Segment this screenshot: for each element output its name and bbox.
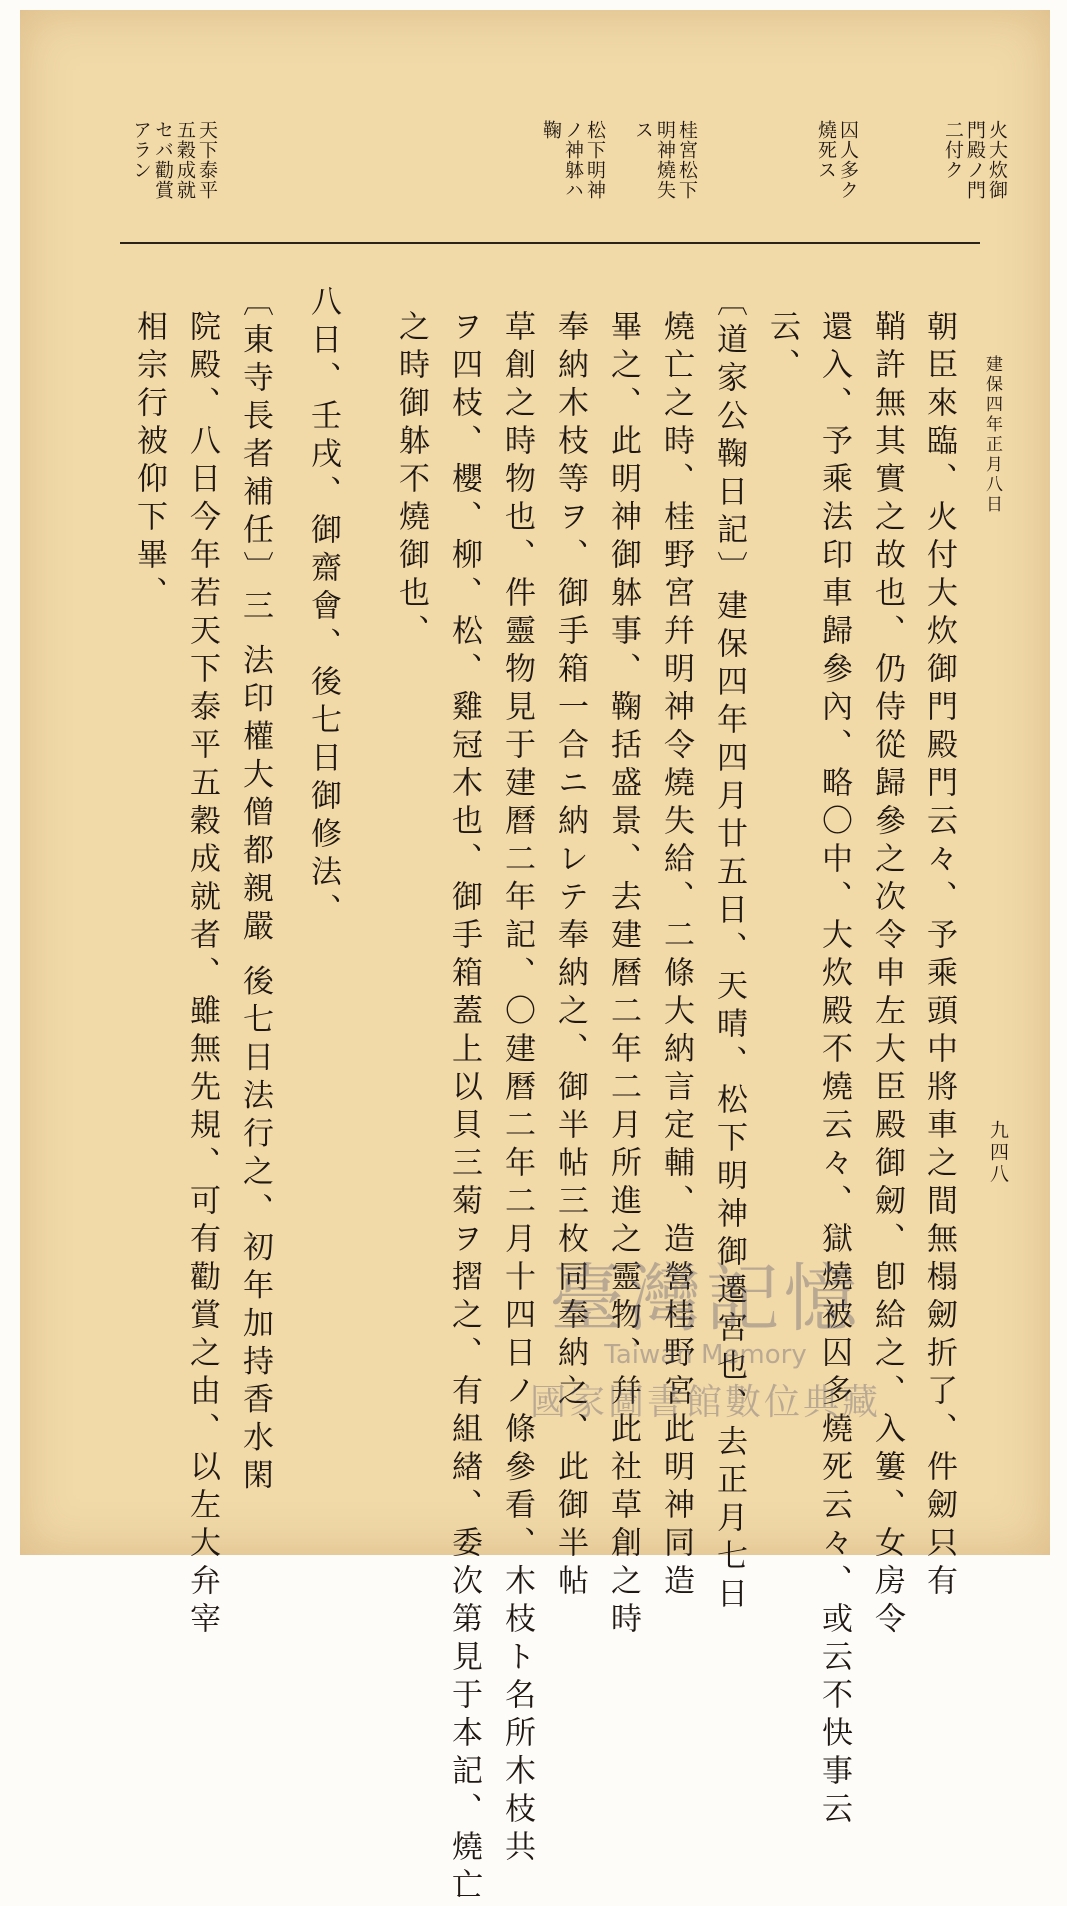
side-note: 桂宮松下 明神燒失 ス <box>632 120 698 200</box>
side-note: 火大炊御 門殿ノ門 二付ク <box>942 120 1008 200</box>
text-column: 朝臣來臨、火付大炊御門殿門云々、予乘頭中將車之間無榻劒折了、件劒只有 <box>921 310 957 1602</box>
divider-rule <box>120 242 980 244</box>
side-note: 囚人多ク 燒死ス <box>815 120 859 200</box>
text-column: 燒亡之時、桂野宮幷明神令燒失給、二條大納言定輔、造營桂野宮此明神同造 <box>658 310 694 1602</box>
running-head: 建保四年正月八日 <box>982 355 1002 515</box>
text-column: 畢之、此明神御躰事、鞠括盛景、去建曆二年二月所進之靈物、幷此社草創之時 <box>605 310 641 1640</box>
text-column: 八日、壬戌、御齋會、後七日御修法、 <box>305 285 341 931</box>
text-column: 之時御躰不燒御也、 <box>393 310 429 652</box>
page-number: 九四八 <box>987 1120 1009 1186</box>
text-column: 〔東寺長者補任〕三 法印權大僧都親嚴 後七日法行之、初年加持香水閑 <box>237 285 273 1497</box>
watermark-script: 臺灣記憶 <box>549 1256 862 1342</box>
book-page <box>20 10 1050 1906</box>
text-column: 鞘許無其實之故也、仍侍從歸參之次令申左大臣殿御劒、卽給之、入簍、女房令 <box>869 310 905 1640</box>
watermark-english: Taiwan Memory <box>604 1340 807 1370</box>
text-column: 還入、予乘法印車歸參內、略〇中、大炊殿不燒云々、獄燒被囚多燒死云々、或云不快事云 <box>816 310 852 1830</box>
text-column: ヲ四枝、櫻、柳、松、雞冠木也、御手箱蓋上以貝三菊ヲ摺之、有組緖、委次第見于本記、燒亡 <box>446 310 482 1906</box>
text-column: 院殿、八日今年若天下泰平五穀成就者、雖無先規、可有勸賞之由、以左大弁宰 <box>184 310 220 1640</box>
text-column: 〔道家公鞠日記〕建保四年四月廿五日、天晴、松下明神御遷宮也、去正月七日 <box>711 285 747 1615</box>
watermark-chinese: 國家圖書館數位典藏 <box>530 1382 882 1423</box>
text-column: 云、 <box>764 310 800 386</box>
text-column: 相宗行被仰下畢、 <box>131 310 167 614</box>
side-note: 松下明神 ノ神躰ハ 鞠 <box>540 120 606 200</box>
text-column: 奉納木枝等ヲ、御手箱一合ニ納レテ奉納之、御半帖三枚同奉納之、此御半帖 <box>552 310 588 1602</box>
side-note: 天下泰平 五穀成就 セバ勸賞 アラン <box>130 120 218 200</box>
text-column: 草創之時物也、件靈物見于建曆二年記、〇建曆二年二月十四日ノ條參看、木枝ト名所木枝共 <box>499 310 535 1868</box>
watermark-logo <box>530 1240 881 1425</box>
